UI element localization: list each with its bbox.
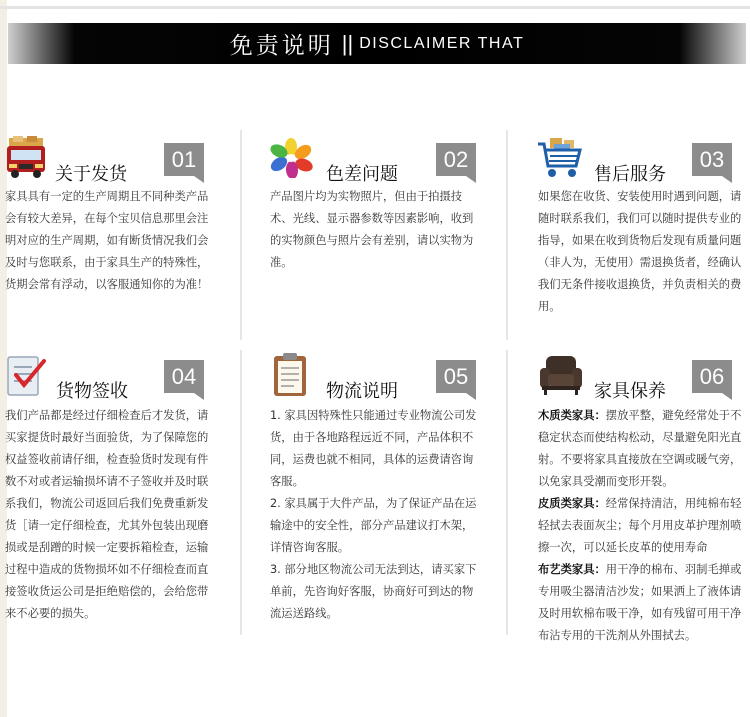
header-title-cn: 免责说明 [229, 33, 334, 59]
section-paragraph: 3. 部分地区物流公司无法到达，请买家下单前，先咨询好客服，协商好可到达的物流运送路线。 [270, 563, 477, 620]
armchair-icon [538, 354, 584, 396]
section-body [270, 405, 480, 625]
disclaimer-header [8, 23, 746, 64]
care-text: 用干净的棉布、羽制毛掸或专用吸尘器清洁沙发；如果洒上了液体请及时用软棉布吸干净，如有残留可用干净布沾专用的干洗剂从外围拭去。 [538, 563, 742, 642]
section-number: 01 [164, 143, 204, 176]
section-title: 物流说明 [326, 381, 398, 402]
care-label: 皮质类家具： [538, 497, 606, 510]
care-label: 木质类家具： [538, 409, 606, 422]
section-paragraph: 1. 家具因特殊性只能通过专业物流公司发货，由于各地路程远近不同，产品体积不同，运费也就不相同，具体的运费请咨询客服。 [270, 409, 477, 488]
section-paragraph: 2. 家具属于大件产品，为了保证产品在运输途中的安全性，部分产品建议打木架，详情咨询客服。 [270, 497, 477, 554]
care-label: 布艺类家具： [538, 563, 606, 576]
section-title: 色差问题 [326, 164, 398, 185]
column-divider [240, 130, 242, 340]
section-body [5, 186, 215, 296]
header-separator: || [341, 30, 354, 56]
shopping-cart-icon [536, 136, 584, 180]
section-title: 售后服务 [594, 164, 666, 185]
color-wheel-icon [268, 138, 314, 178]
column-divider [240, 350, 242, 635]
section-body [538, 186, 746, 318]
section-title: 货物签收 [56, 381, 128, 402]
clipboard-icon [272, 352, 308, 398]
section-paragraph: 家具具有一定的生产周期且不同种类产品会有较大差异，在每个宝贝信息那里会注明对应的生产周期，如有断货情况我们会及时与您联系，由于家具生产的特殊性，货期会常有浮动，以客服通知你的为准！ [5, 190, 209, 291]
section-paragraph: 如果您在收货、安装使用时遇到问题，请随时联系我们，我们可以随时提供专业的指导，如果在收到货物后发现有质量问题（非人为，无使用）需退换货者，经确认我们无条件接收退换货，并负责相关的费用。 [538, 190, 742, 313]
section-number: 06 [692, 360, 732, 393]
care-item-fabric [538, 559, 746, 647]
column-divider [506, 350, 508, 635]
top-divider-line [0, 6, 750, 9]
section-number: 05 [436, 360, 476, 393]
section-title: 家具保养 [594, 381, 666, 402]
care-text: 摆放平整，避免经常处于不稳定状态而使结构松动，尽量避免阳光直射。不要将家具直接放在空调或暖气旁，以免家具受潮而变形开裂。 [538, 409, 742, 488]
section-paragraph: 产品图片均为实物照片，但由于拍摄技术、光线、显示器参数等因素影响，收到的实物颜色与照片会有差别，请以实物为准。 [270, 190, 474, 269]
checklist-icon [4, 353, 48, 399]
section-body [270, 186, 480, 274]
section-title: 关于发货 [55, 164, 127, 185]
section-paragraph: 我们产品都是经过仔细检查后才发货，请买家提货时最好当面验货，为了保障您的权益签收前请仔细，检查验货时发现有件数不对或者运输损坏请不子签收并及时联系我们，物流公司返回后我们免费重新发货［请一定仔细检查，尤其外包装出现磨损或是刮蹭的时候一定要拆箱检查，运输过程中造成的货物损坏如不仔细检查而直接签收货运公司是拒绝赔偿的，会给您带来不必要的损失。 [5, 409, 209, 620]
care-text: 经常保持清洁，用纯棉布轻轻拭去表面灰尘；每个月用皮革护理剂喷擦一次，可以延长皮革的使用寿命 [538, 497, 742, 554]
care-item-leather [538, 493, 746, 559]
delivery-truck-icon [5, 136, 47, 180]
section-body [5, 405, 215, 625]
section-body [538, 405, 746, 647]
section-number: 03 [692, 143, 732, 176]
care-item-wood [538, 405, 746, 493]
column-divider [506, 130, 508, 340]
section-number: 04 [164, 360, 204, 393]
header-title-en: DISCLAIMER THAT [359, 34, 525, 52]
section-number: 02 [436, 143, 476, 176]
